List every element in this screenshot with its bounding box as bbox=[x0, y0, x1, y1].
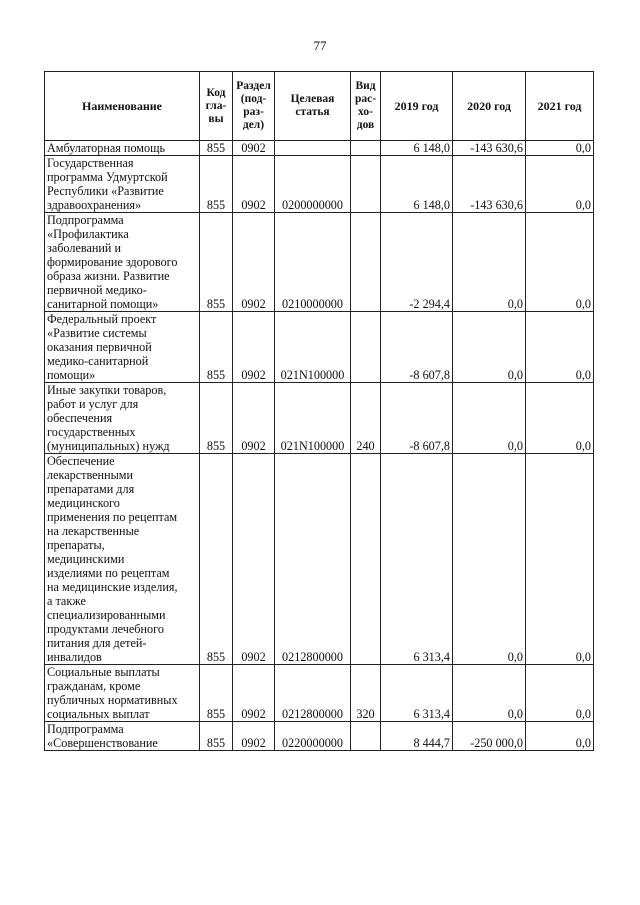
table-row bbox=[45, 383, 594, 454]
row-2020: 0,0 bbox=[453, 312, 526, 383]
row-target-article: 0212800000 bbox=[275, 454, 351, 665]
header-expense-type: Вид рас- хо- дов bbox=[351, 72, 381, 141]
row-section: 0902 bbox=[233, 665, 275, 722]
row-expense-type: 240 bbox=[351, 383, 381, 454]
row-target-article: 0200000000 bbox=[275, 156, 351, 213]
header-section: Раздел (под- раз- дел) bbox=[233, 72, 275, 141]
table-row bbox=[45, 454, 594, 665]
row-chapter-code: 855 bbox=[200, 722, 233, 751]
table-row bbox=[45, 213, 594, 312]
header-2021: 2021 год bbox=[526, 72, 594, 141]
row-section: 0902 bbox=[233, 722, 275, 751]
row-2020: -143 630,6 bbox=[453, 141, 526, 156]
row-2021: 0,0 bbox=[526, 213, 594, 312]
page-number: 77 bbox=[313, 38, 327, 53]
row-2019: 6 148,0 bbox=[381, 156, 453, 213]
row-expense-type bbox=[351, 312, 381, 383]
table-row bbox=[45, 722, 594, 751]
row-2020: 0,0 bbox=[453, 665, 526, 722]
row-2021: 0,0 bbox=[526, 156, 594, 213]
row-chapter-code: 855 bbox=[200, 665, 233, 722]
table-row bbox=[45, 156, 594, 213]
row-expense-type bbox=[351, 454, 381, 665]
header-target-article: Целевая статья bbox=[275, 72, 351, 141]
table-row bbox=[45, 141, 594, 156]
row-2020: 0,0 bbox=[453, 213, 526, 312]
row-target-article: 0220000000 bbox=[275, 722, 351, 751]
row-name: Подпрограмма «Профилактика заболеваний и формирование здорового образа жизни. Развитие первичной медико- санитарной помощи» bbox=[45, 213, 200, 312]
row-expense-type bbox=[351, 141, 381, 156]
header-chapter-code: Код гла- вы bbox=[200, 72, 233, 141]
row-2019: -8 607,8 bbox=[381, 312, 453, 383]
row-chapter-code: 855 bbox=[200, 454, 233, 665]
row-2021: 0,0 bbox=[526, 722, 594, 751]
row-target-article: 021N100000 bbox=[275, 312, 351, 383]
row-name: Обеспечение лекарственными препаратами для медицинского применения по рецептам на лекарственные препараты, медицинскими изделиями по рецептам на медицинские изделия, а также специализированными продуктами лечебного питания для детей- инвалидов bbox=[45, 454, 200, 665]
row-expense-type bbox=[351, 213, 381, 312]
row-expense-type bbox=[351, 156, 381, 213]
row-2021: 0,0 bbox=[526, 454, 594, 665]
row-target-article: 0210000000 bbox=[275, 213, 351, 312]
row-2019: 6 313,4 bbox=[381, 665, 453, 722]
row-section: 0902 bbox=[233, 141, 275, 156]
row-name: Государственная программа Удмуртской Республики «Развитие здравоохранения» bbox=[45, 156, 200, 213]
row-name: Социальные выплаты гражданам, кроме публичных нормативных социальных выплат bbox=[45, 665, 200, 722]
table-header-row bbox=[45, 72, 594, 141]
table-row bbox=[45, 665, 594, 722]
row-chapter-code: 855 bbox=[200, 213, 233, 312]
row-name: Федеральный проект «Развитие системы оказания первичной медико-санитарной помощи» bbox=[45, 312, 200, 383]
row-2020: -250 000,0 bbox=[453, 722, 526, 751]
row-chapter-code: 855 bbox=[200, 141, 233, 156]
row-2020: 0,0 bbox=[453, 454, 526, 665]
row-name: Иные закупки товаров, работ и услуг для обеспечения государственных (муниципальных) нужд bbox=[45, 383, 200, 454]
header-2019: 2019 год bbox=[381, 72, 453, 141]
row-2019: -2 294,4 bbox=[381, 213, 453, 312]
row-2020: -143 630,6 bbox=[453, 156, 526, 213]
row-2019: 6 148,0 bbox=[381, 141, 453, 156]
row-2021: 0,0 bbox=[526, 312, 594, 383]
row-target-article: 0212800000 bbox=[275, 665, 351, 722]
row-section: 0902 bbox=[233, 312, 275, 383]
row-name: Амбулаторная помощь bbox=[45, 141, 200, 156]
row-2021: 0,0 bbox=[526, 665, 594, 722]
row-expense-type: 320 bbox=[351, 665, 381, 722]
row-section: 0902 bbox=[233, 213, 275, 312]
row-section: 0902 bbox=[233, 383, 275, 454]
row-chapter-code: 855 bbox=[200, 312, 233, 383]
budget-table bbox=[44, 71, 594, 751]
row-expense-type bbox=[351, 722, 381, 751]
header-2020: 2020 год bbox=[453, 72, 526, 141]
row-2021: 0,0 bbox=[526, 383, 594, 454]
row-target-article bbox=[275, 141, 351, 156]
row-section: 0902 bbox=[233, 454, 275, 665]
row-chapter-code: 855 bbox=[200, 156, 233, 213]
row-2020: 0,0 bbox=[453, 383, 526, 454]
row-2019: 8 444,7 bbox=[381, 722, 453, 751]
row-name: Подпрограмма «Совершенствование bbox=[45, 722, 200, 751]
table-row bbox=[45, 312, 594, 383]
row-2019: -8 607,8 bbox=[381, 383, 453, 454]
row-2021: 0,0 bbox=[526, 141, 594, 156]
row-chapter-code: 855 bbox=[200, 383, 233, 454]
row-target-article: 021N100000 bbox=[275, 383, 351, 454]
row-section: 0902 bbox=[233, 156, 275, 213]
row-2019: 6 313,4 bbox=[381, 454, 453, 665]
header-name: Наименование bbox=[45, 72, 200, 141]
